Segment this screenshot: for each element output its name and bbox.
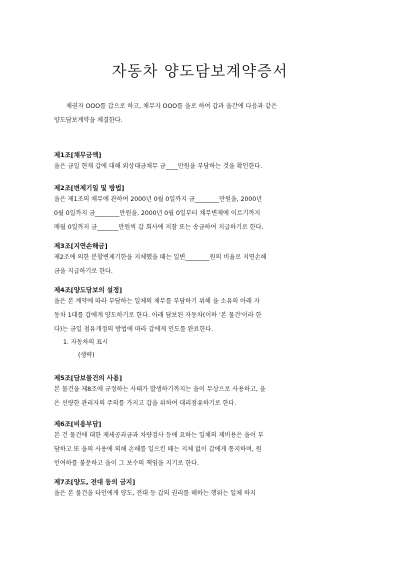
article-4-heading: 제4조[양도담보의 설정] (54, 286, 123, 294)
article-line: 매월 0일까지 금_______만원씩 갑 회사에 지참 또는 송금하여 지급하기로 한다. (54, 224, 264, 231)
article-line: 0월 0일까지 금________만원을, 2000년 0월 0일부터 채무변제에 이르기까지 (54, 210, 261, 217)
article-1-body (54, 160, 350, 174)
article-line: 인여하를 불문하고 을이 그 보수의 책임을 지기로 한다. (54, 460, 200, 467)
article-line: 을은 본 계약에 따라 부담하는 일체의 채무를 부담하기 위해 을 소유의 아래 자 (54, 298, 260, 305)
article-2-body (54, 193, 350, 235)
article-line: 본 건 물건에 대한 제세공과금과 차량검사 등에 요하는 일체의 제비용은 을이 부 (54, 432, 264, 439)
intro-line: 양도담보계약을 체결한다. (54, 117, 123, 124)
article-line: 동차 1대를 갑에게 양도하기로 한다. 아래 담보된 자동차(이하 '본 물건'이라 한 (54, 312, 262, 319)
article-4-body (54, 295, 350, 337)
article-1-heading: 제1조[채무금액] (54, 151, 102, 159)
article-7-body (54, 487, 350, 501)
article-line: 금을 지급하기로 한다. (54, 268, 113, 275)
article-5-body (54, 383, 350, 411)
omitted-note: (생략) (78, 352, 95, 359)
article-6-body (54, 429, 350, 471)
article-line: 다)는 금일 점유개정의 방법에 따라 갑에게 인도를 완료한다. (54, 326, 214, 333)
vehicle-display-item: 1. 자동차의 표시 (63, 339, 109, 346)
article-3-heading: 제3조[지연손해금] (54, 242, 108, 250)
article-line: 담하고 또 을의 사용에 의해 손해를 일으킨 때는 지체 없이 갑에게 통지하며, 원 (54, 446, 262, 453)
article-3-body (54, 251, 350, 279)
article-line: 제2조에 의한 분할변제기한을 지체했을 때는 일변________원의 비율로 지연손해 (54, 254, 267, 261)
article-line: 본 물건을 제8조에 규정하는 사태가 발생하기까지는 을이 무상으로 사용하고, 을 (54, 386, 266, 393)
article-2-heading: 제2조[변제기일 및 방법] (54, 184, 125, 192)
intro-line: 채권자 OOO를 갑으로 하고, 채무자 OOO를 을로 하여 갑과 을간에 다음과 같은 (66, 103, 277, 110)
document-title: 자동차 양도담보계약증서 (111, 62, 289, 80)
article-line: 을은 본 물건을 타인에게 양도, 전대 등 갑의 권리를 해하는 행위는 일체 하지 (54, 490, 256, 497)
article-line: 을은 제1조의 채무에 관하여 2000년 0월 0일까지 금________만원을, 2000년 (54, 196, 263, 203)
article-line: 을은 금일 현재 갑에 대해 외상대금채무 금____만원을 부담하는 것을 확인한다. (54, 163, 263, 170)
article-7-heading: 제7조[양도, 전대 등의 금지] (54, 478, 136, 486)
article-5-heading: 제5조[담보물건의 사용] (54, 374, 123, 382)
intro-paragraph (54, 100, 350, 128)
article-6-heading: 제6조[비용부담] (54, 420, 102, 428)
article-line: 은 선량한 관리자의 주의를 가지고 갑을 위하여 대리점유하기로 한다. (54, 400, 237, 407)
